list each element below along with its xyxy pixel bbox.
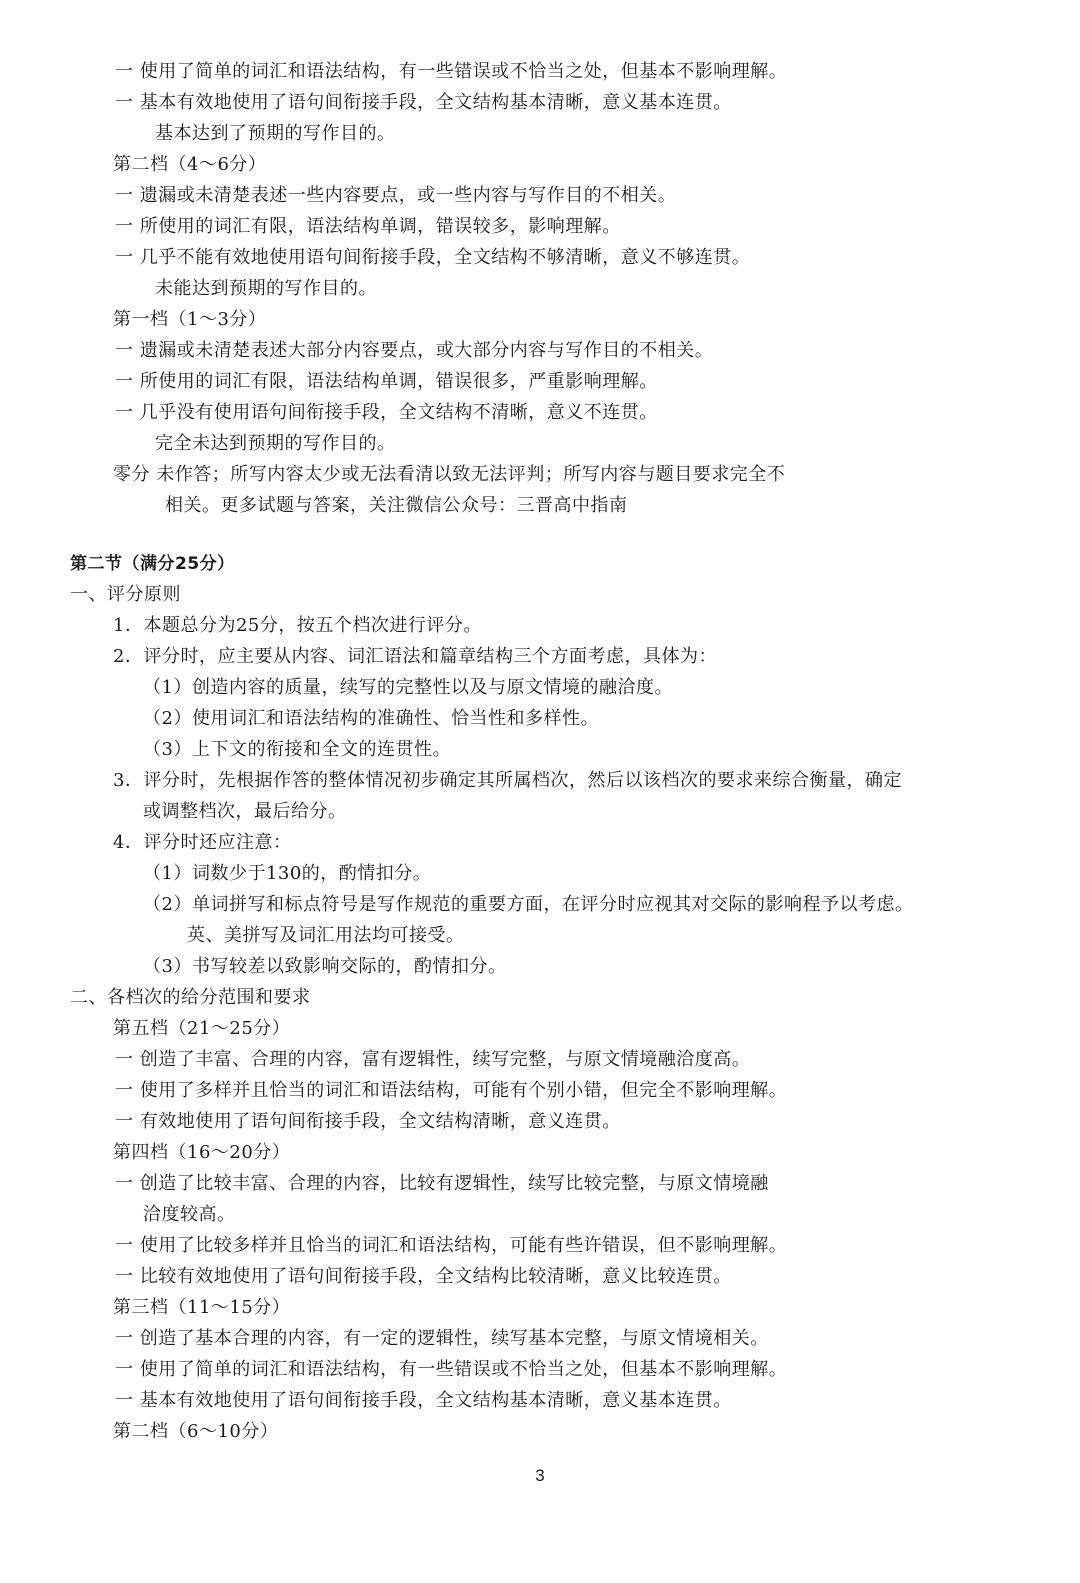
text-line: 一 几乎没有使用语句间衔接手段，全文结构不清晰，意义不连贯。 <box>115 402 658 423</box>
grade-heading: 第三档（11～15分） <box>113 1297 291 1318</box>
section-title: 第二节（满分25分） <box>70 554 235 574</box>
text-line: 一 几乎不能有效地使用语句间衔接手段，全文结构不够清晰，意义不够连贯。 <box>115 247 751 268</box>
text-line: 2．评分时，应主要从内容、词汇语法和篇章结构三个方面考虑，具体为： <box>113 646 717 667</box>
text-line: 4．评分时还应注意： <box>113 832 292 853</box>
text-line: 一 创造了基本合理的内容，有一定的逻辑性，续写基本完整，与原文情境相关。 <box>115 1328 769 1349</box>
text-line: （2）使用词汇和语法结构的准确性、恰当性和多样性。 <box>143 708 599 729</box>
text-line: 一 所使用的词汇有限，语法结构单调，错误很多，严重影响理解。 <box>115 371 658 392</box>
text-line: 一 比较有效地使用了语句间衔接手段，全文结构比较清晰，意义比较连贯。 <box>115 1266 732 1287</box>
text-line: 一 遗漏或未清楚表述大部分内容要点，或大部分内容与写作目的不相关。 <box>115 340 714 361</box>
subsection-heading: 二、各档次的给分范围和要求 <box>70 987 311 1008</box>
text-line: 1．本题总分为25分，按五个档次进行评分。 <box>113 615 482 636</box>
text-line: 英、美拼写及词汇用法均可接受。 <box>187 925 465 946</box>
text-line: （1）创造内容的质量，续写的完整性以及与原文情境的融洽度。 <box>143 677 673 698</box>
text-line: 相关。更多试题与答案，关注微信公众号：三晋高中指南 <box>165 495 628 516</box>
text-line: （2）单词拼写和标点符号是写作规范的重要方面，在评分时应视其对交际的影响程予以考虑。 <box>143 894 914 915</box>
text-line: 完全未达到预期的写作目的。 <box>155 433 396 454</box>
text-line: 零分 未作答；所写内容太少或无法看清以致无法评判；所写内容与题目要求完全不 <box>113 464 786 485</box>
text-line: 一 使用了多样并且恰当的词汇和语法结构，可能有个别小错，但完全不影响理解。 <box>115 1080 788 1101</box>
grade-heading: 第四档（16～20分） <box>113 1142 291 1163</box>
text-line: 一 基本有效地使用了语句间衔接手段，全文结构基本清晰，意义基本连贯。 <box>115 92 732 113</box>
text-line: （1）词数少于130的，酌情扣分。 <box>143 863 432 884</box>
grade-heading: 第二档（4～6分） <box>113 154 267 175</box>
text-line: 一 创造了比较丰富、合理的内容，比较有逻辑性，续写比较完整，与原文情境融 <box>115 1173 769 1194</box>
text-line: 3．评分时，先根据作答的整体情况初步确定其所属档次，然后以该档次的要求来综合衡量，确定 <box>113 770 902 791</box>
text-line: 一 有效地使用了语句间衔接手段，全文结构清晰，意义连贯。 <box>115 1111 621 1132</box>
text-line: （3）书写较差以致影响交际的，酌情扣分。 <box>143 956 507 977</box>
text-line: （3）上下文的衔接和全文的连贯性。 <box>143 739 451 760</box>
text-line: 一 所使用的词汇有限，语法结构单调，错误较多，影响理解。 <box>115 216 621 237</box>
text-line: 洽度较高。 <box>143 1204 236 1225</box>
text-line: 一 使用了简单的词汇和语法结构，有一些错误或不恰当之处，但基本不影响理解。 <box>115 1359 788 1380</box>
grade-heading: 第五档（21～25分） <box>113 1018 291 1039</box>
text-line: 或调整档次，最后给分。 <box>143 801 347 822</box>
text-line: 一 使用了简单的词汇和语法结构，有一些错误或不恰当之处，但基本不影响理解。 <box>115 61 788 82</box>
grade-heading: 第二档（6～10分） <box>113 1421 279 1442</box>
grade-heading: 第一档（1～3分） <box>113 309 267 330</box>
text-line: 未能达到预期的写作目的。 <box>155 278 377 299</box>
page-number: 3 <box>535 1466 545 1485</box>
subsection-heading: 一、评分原则 <box>70 584 181 605</box>
text-line: 一 基本有效地使用了语句间衔接手段，全文结构基本清晰，意义基本连贯。 <box>115 1390 732 1411</box>
text-line: 一 创造了丰富、合理的内容，富有逻辑性，续写完整，与原文情境融洽度高。 <box>115 1049 751 1070</box>
text-line: 基本达到了预期的写作目的。 <box>155 123 396 144</box>
text-line: 一 使用了比较多样并且恰当的词汇和语法结构，可能有些许错误，但不影响理解。 <box>115 1235 788 1256</box>
text-line: 一 遗漏或未清楚表述一些内容要点，或一些内容与写作目的不相关。 <box>115 185 677 206</box>
